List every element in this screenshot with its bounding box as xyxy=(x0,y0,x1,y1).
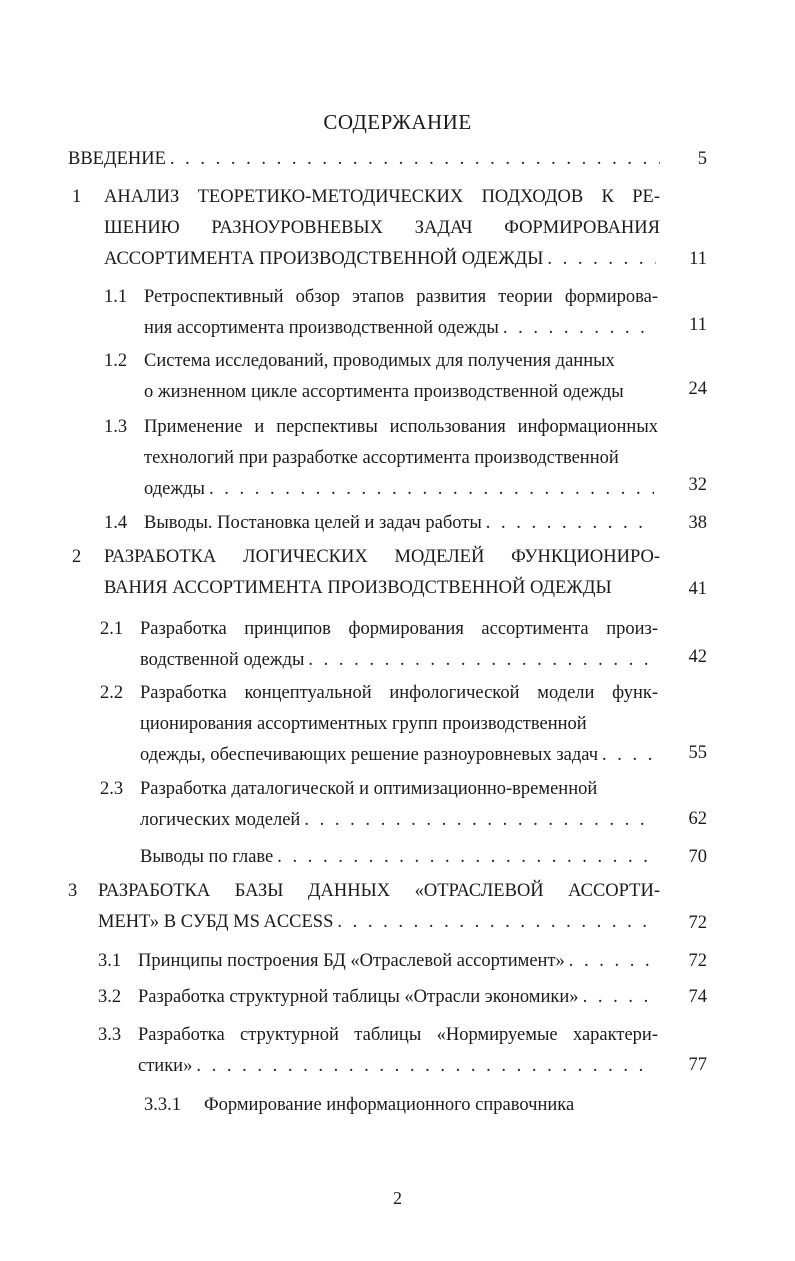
chapter-title-line: РАЗРАБОТКА ЛОГИЧЕСКИХ МОДЕЛЕЙ ФУНКЦИОНИРО- xyxy=(104,547,660,567)
section-title-line: Разработка структурной таблицы «Нормируемые характери- xyxy=(138,1025,658,1045)
section-title-line: Разработка даталогической и оптимизационно-временной xyxy=(140,779,598,799)
toc-entry-section-1-1 xyxy=(144,282,658,344)
section-number: 2.1 xyxy=(100,619,124,639)
chapter-title-line: МЕНТ» В СУБД MS ACCESS xyxy=(98,912,334,932)
section-title-line: Применение и перспективы использования информационных xyxy=(144,417,658,437)
leader-dots xyxy=(277,842,654,873)
toc-page-number: 70 xyxy=(688,847,707,867)
toc-page-number: 11 xyxy=(689,315,707,335)
section-title-line: Ретроспективный обзор этапов развития теории формирова- xyxy=(144,287,658,307)
leader-dots xyxy=(170,144,660,175)
toc-page-number: 42 xyxy=(688,647,707,667)
toc-entry-chapter-3 xyxy=(98,876,660,938)
leader-dots xyxy=(308,645,654,676)
toc-page-number: 77 xyxy=(688,1055,707,1075)
section-number: 2.3 xyxy=(100,779,124,799)
section-title-line: о жизненном цикле ассортимента производственной одежды xyxy=(144,382,624,402)
chapter-title-line: АНАЛИЗ ТЕОРЕТИКО-МЕТОДИЧЕСКИХ ПОДХОДОВ К РЕ- xyxy=(104,187,660,207)
toc-entry-chapter-2 xyxy=(104,542,660,604)
leader-dots xyxy=(209,474,654,505)
leader-dots xyxy=(304,805,654,836)
toc-page-number: 55 xyxy=(688,743,707,763)
section-title-line: одежды xyxy=(144,479,205,499)
section-number: 3.3 xyxy=(98,1025,122,1045)
chapter-title-line: РАЗРАБОТКА БАЗЫ ДАННЫХ «ОТРАСЛЕВОЙ АССОРТИ- xyxy=(98,881,660,901)
toc-entry-section-3-1 xyxy=(138,946,658,977)
chapter-title-line: ВАНИЯ АССОРТИМЕНТА ПРОИЗВОДСТВЕННОЙ ОДЕЖДЫ xyxy=(104,578,612,598)
chapter-title-line: ШЕНИЮ РАЗНОУРОВНЕВЫХ ЗАДАЧ ФОРМИРОВАНИЯ xyxy=(104,218,660,238)
section-number: 1.4 xyxy=(104,513,128,533)
section-title-line: стики» xyxy=(138,1056,193,1076)
leader-dots xyxy=(547,244,656,275)
section-title-line: одежды, обеспечивающих решение разноуровневых задач xyxy=(140,745,599,765)
section-title-line: Выводы. Постановка целей и задач работы xyxy=(144,513,482,533)
footer-page-number: 2 xyxy=(393,1188,402,1208)
toc-entry-intro xyxy=(68,144,664,175)
toc-page-number: 24 xyxy=(688,379,707,399)
toc-entry-section-1-2 xyxy=(144,346,658,408)
toc-page-number: 41 xyxy=(688,579,707,599)
toc-entry-section-2-1 xyxy=(140,614,658,676)
section-title-line: ционирования ассортиментных групп производственной xyxy=(140,714,587,734)
section-number: 3.2 xyxy=(98,987,122,1007)
toc-page-number: 5 xyxy=(697,149,707,169)
toc-entry-label: ВВЕДЕНИЕ xyxy=(68,149,166,169)
toc-entry-section-1-3 xyxy=(144,412,658,505)
toc-entry-chapter-2-conclusions xyxy=(140,842,658,873)
section-title-line: Разработка концептуальной инфологической модели функ- xyxy=(140,683,658,703)
toc-entry-section-2-2 xyxy=(140,678,658,771)
section-title-line: технологий при разработке ассортимента производственной xyxy=(144,448,619,468)
section-title-line: Система исследований, проводимых для получения данных xyxy=(144,351,615,371)
section-number: 1.1 xyxy=(104,287,128,307)
page-title: СОДЕРЖАНИЕ xyxy=(323,110,472,134)
leader-dots xyxy=(583,982,654,1013)
section-title-line: Принципы построения БД «Отраслевой ассортимент» xyxy=(138,951,565,971)
chapter-number: 2 xyxy=(72,547,82,567)
section-number: 3.1 xyxy=(98,951,122,971)
leader-dots xyxy=(196,1051,654,1082)
section-number: 1.3 xyxy=(104,417,128,437)
section-title-line: водственной одежды xyxy=(140,650,305,670)
chapter-number: 3 xyxy=(68,881,78,901)
section-title-line: Выводы по главе xyxy=(140,847,274,867)
section-title-line: Разработка принципов формирования ассортимента произ- xyxy=(140,619,658,639)
leader-dots xyxy=(602,740,654,771)
leader-dots xyxy=(486,508,654,539)
toc-page-number: 32 xyxy=(688,475,707,495)
leader-dots xyxy=(503,313,654,344)
subsection-title: Формирование информационного справочника xyxy=(204,1095,575,1115)
section-title-line: ния ассортимента производственной одежды xyxy=(144,318,499,338)
toc-entry-section-3-2 xyxy=(138,982,658,1013)
chapter-number: 1 xyxy=(72,187,82,207)
leader-dots xyxy=(337,907,656,938)
toc-page-number: 74 xyxy=(688,987,707,1007)
subsection-number: 3.3.1 xyxy=(144,1095,181,1115)
toc-page-number: 72 xyxy=(688,951,707,971)
toc-entry-section-2-3 xyxy=(140,774,658,836)
toc-page-number: 72 xyxy=(688,913,707,933)
section-title-line: логических моделей xyxy=(140,810,301,830)
toc-page-number: 11 xyxy=(689,249,707,269)
leader-dots xyxy=(569,946,654,977)
toc-page-number: 62 xyxy=(688,809,707,829)
chapter-title-line: АССОРТИМЕНТА ПРОИЗВОДСТВЕННОЙ ОДЕЖДЫ xyxy=(104,249,544,269)
section-title-line: Разработка структурной таблицы «Отрасли экономики» xyxy=(138,987,579,1007)
toc-entry-chapter-1 xyxy=(104,182,660,275)
section-number: 2.2 xyxy=(100,683,124,703)
toc-entry-section-1-4 xyxy=(144,508,658,539)
section-number: 1.2 xyxy=(104,351,128,371)
toc-entry-section-3-3 xyxy=(138,1020,658,1082)
toc-page-number: 38 xyxy=(688,513,707,533)
